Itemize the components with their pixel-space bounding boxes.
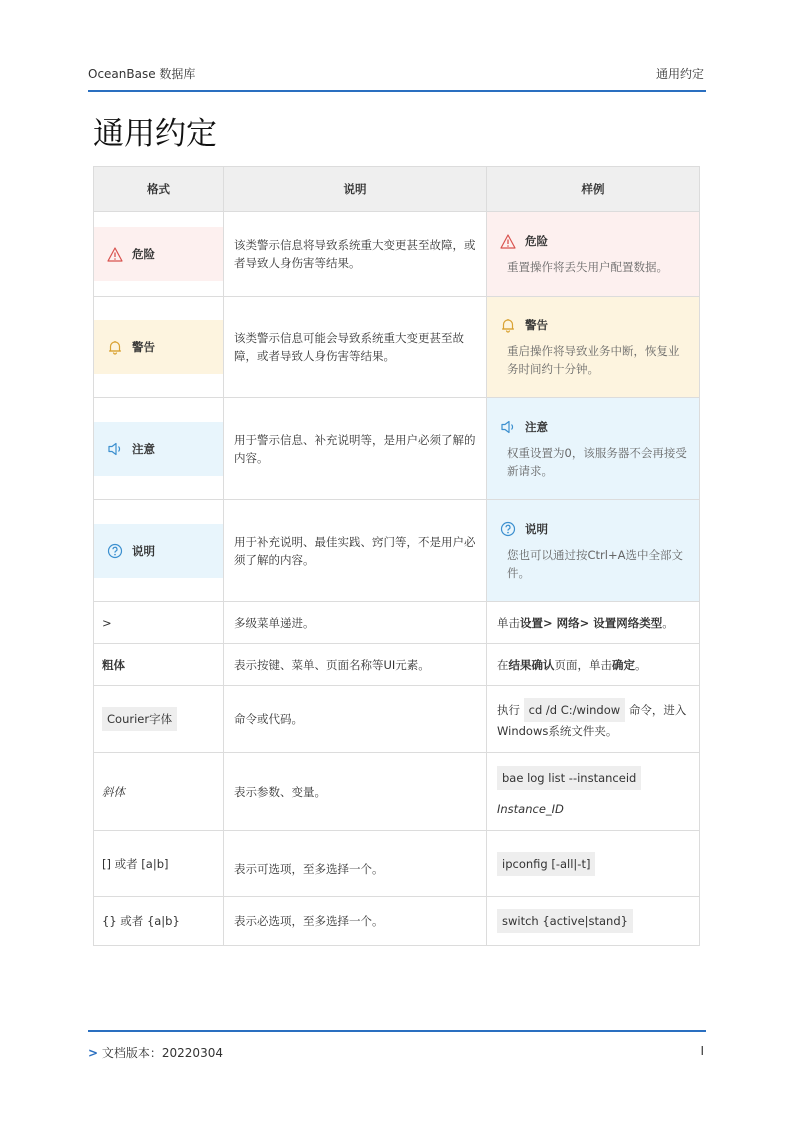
example-title: 注意 [525, 419, 548, 434]
example-title: 危险 [525, 234, 548, 248]
page-title: 通用约定 [93, 116, 217, 152]
example-title: 警告 [525, 318, 548, 332]
description-cell: 命令或代码。 [224, 686, 487, 753]
description-cell: 该类警示信息将导致系统重大变更甚至故障，或者导致人身伤害等结果。 [224, 212, 487, 297]
table-row-required [94, 897, 700, 946]
header-section: 通用约定 [655, 67, 704, 81]
page-header [88, 62, 706, 92]
table-row-bold [94, 644, 700, 686]
conventions-table [93, 166, 700, 946]
warning-triangle-icon [499, 232, 517, 250]
table-row-menu [94, 602, 700, 644]
example-menu [487, 614, 699, 632]
example-text: 命令，进入Windows系统文件夹。 [497, 703, 687, 738]
description-cell: 表示参数、变量。 [224, 753, 487, 831]
table-row-danger [94, 212, 700, 297]
page-number: I [700, 1044, 704, 1058]
description-cell: 用于警示信息、补充说明等，是用户必须了解的内容。 [224, 398, 487, 500]
table-row-note [94, 500, 700, 602]
example-text: 页面，单击 [554, 657, 612, 672]
example-bold [487, 656, 699, 674]
format-warning [94, 320, 223, 374]
format-label: 说明 [132, 543, 155, 558]
page-footer [88, 1030, 706, 1060]
format-optional: [] 或者 [a|b] [94, 831, 224, 897]
table-row-courier [94, 686, 700, 753]
example-text: 在 [497, 657, 509, 672]
example-body: 重启操作将导致业务中断，恢复业务时间约十分钟。 [507, 344, 680, 376]
example-code: bae log list --instanceid [497, 766, 641, 790]
example-text: 单击 [497, 615, 520, 630]
format-danger [94, 227, 223, 281]
example-bold-text: 结果确认 [508, 657, 555, 672]
format-notice [94, 422, 223, 476]
bell-icon [106, 338, 124, 356]
example-danger [487, 222, 699, 286]
question-circle-icon [106, 542, 124, 560]
example-title: 说明 [525, 521, 548, 536]
format-note [94, 524, 223, 578]
example-text: 执行 [497, 703, 520, 717]
description-cell: 该类警示信息可能会导致系统重大变更甚至故障，或者导致人身伤害等结果。 [224, 297, 487, 398]
format-label: 注意 [132, 441, 155, 456]
example-notice [487, 408, 699, 490]
example-courier [487, 698, 699, 740]
description-cell: 多级菜单递进。 [224, 602, 487, 644]
warning-triangle-icon [106, 245, 124, 263]
example-italic [487, 766, 699, 818]
speaker-icon [499, 418, 517, 436]
format-bold: 粗体 [94, 644, 224, 686]
example-note [487, 510, 699, 592]
speaker-icon [106, 440, 124, 458]
column-header-example: 样例 [487, 167, 700, 212]
format-label: 危险 [132, 247, 155, 261]
description-cell: 表示按键、菜单、页面名称等UI元素。 [224, 644, 487, 686]
example-warning [487, 306, 699, 388]
example-code: cd /d C:/window [524, 698, 626, 722]
example-body: 权重设置为0，该服务器不会再接受新请求。 [507, 445, 687, 478]
format-menu: > [94, 602, 224, 644]
header-product: OceanBase 数据库 [88, 67, 196, 81]
column-header-description: 说明 [224, 167, 487, 212]
table-row-optional [94, 831, 700, 897]
example-code: ipconfig [-all|-t] [497, 852, 595, 876]
example-body: 重置操作将丢失用户配置数据。 [507, 260, 668, 274]
format-label: 警告 [132, 340, 155, 354]
column-header-format: 格式 [94, 167, 224, 212]
example-italic-text: Instance_ID [497, 801, 564, 816]
example-body: 您也可以通过按Ctrl+A选中全部文件。 [507, 547, 683, 580]
description-cell: 表示可选项，至多选择一个。 [224, 831, 487, 897]
footer-marker: > [88, 1046, 99, 1060]
example-text: 。 [635, 657, 647, 672]
example-text: 。 [662, 615, 674, 630]
question-circle-icon [499, 520, 517, 538]
table-row-italic [94, 753, 700, 831]
example-bold-text: 确定 [612, 657, 635, 672]
description-cell: 用于补充说明、最佳实践、窍门等，不是用户必须了解的内容。 [224, 500, 487, 602]
format-courier: Courier字体 [102, 707, 177, 731]
table-row-warning [94, 297, 700, 398]
format-required: {} 或者 {a|b} [94, 897, 224, 946]
description-cell: 表示必选项，至多选择一个。 [224, 897, 487, 946]
table-row-notice [94, 398, 700, 500]
example-bold-text: 设置> 网络> 设置网络类型 [520, 615, 663, 630]
table-header-row [94, 167, 700, 212]
bell-icon [499, 316, 517, 334]
footer-version: 文档版本：20220304 [101, 1046, 223, 1060]
format-italic: 斜体 [94, 753, 224, 831]
example-code: switch {active|stand} [497, 909, 633, 933]
